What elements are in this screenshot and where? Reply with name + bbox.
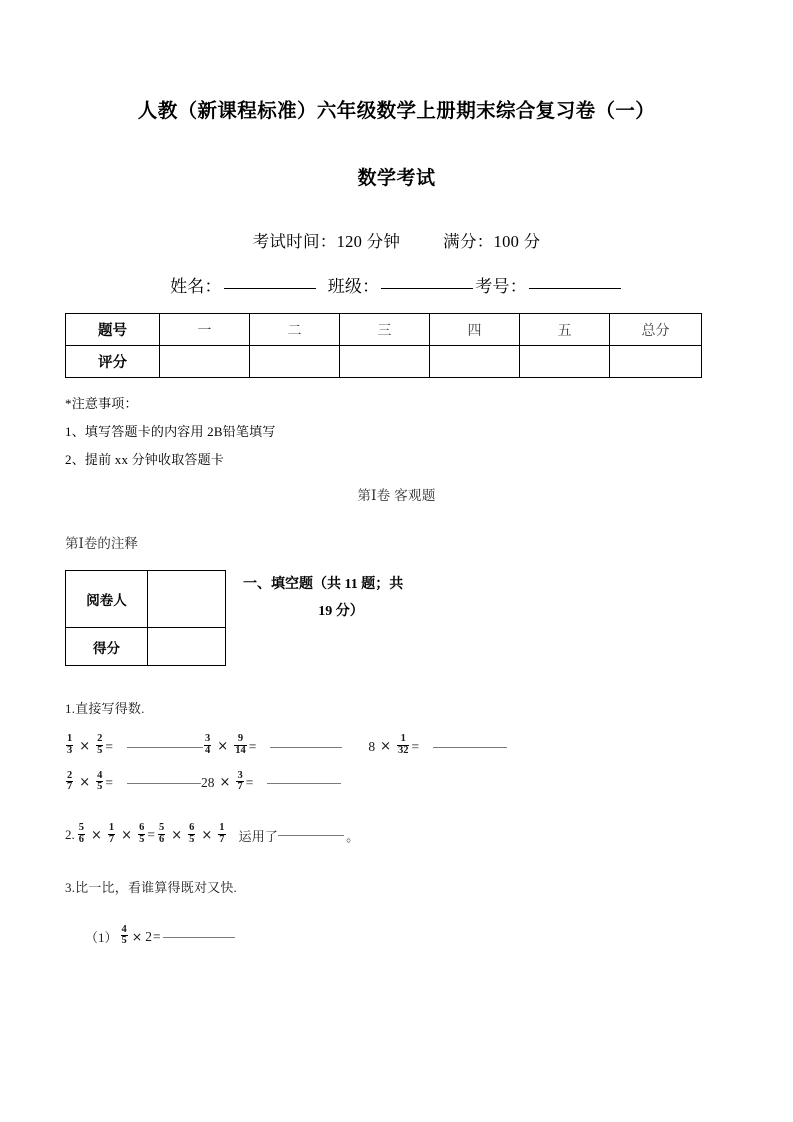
equals-sign: = — [411, 738, 420, 754]
score-table-row-label-1: 评分 — [66, 346, 160, 378]
multiply-icon: × — [91, 827, 102, 843]
score-table-row-label-0: 题号 — [66, 314, 160, 346]
exam-duration-label: 考试时间：120 分钟 — [252, 232, 401, 252]
question-2-period: 。 — [346, 828, 360, 844]
class-label: 班级： — [327, 277, 380, 297]
score-cell-0[interactable] — [160, 346, 250, 378]
exam-total-score-label: 满分：100 分 — [443, 232, 541, 252]
table-row — [66, 314, 702, 346]
question-1-text — [65, 698, 728, 717]
answer-blank-3[interactable] — [433, 746, 507, 748]
student-id-line — [65, 272, 728, 297]
multiply-icon: × — [217, 739, 229, 755]
answer-blank-2[interactable] — [270, 746, 342, 748]
question-3-sub-1 — [65, 923, 728, 948]
score-table-col-5: 总分 — [610, 314, 702, 346]
question-1-row-2 — [65, 769, 728, 794]
page-subtitle: 数学考试 — [357, 168, 436, 190]
fraction-1-3: $\frac{1}{3}$ — [67, 733, 73, 757]
fraction-3-7: $\frac{3}{7}$ — [237, 769, 243, 793]
reviewer-label: 阅卷人 — [66, 571, 148, 628]
table-row — [66, 628, 226, 666]
operand-28: 28 — [201, 774, 215, 790]
page-title: 人教（新课程标准）六年级数学上册期末综合复习卷（一） — [137, 101, 656, 122]
section-block — [65, 570, 728, 670]
multiply-icon: × — [79, 775, 91, 791]
equals-sign: = — [147, 827, 155, 843]
equals-sign: = — [248, 738, 257, 754]
multiply-icon: × — [171, 827, 183, 843]
answer-blank-5[interactable] — [267, 782, 341, 784]
equals-sign: = — [245, 774, 254, 790]
fraction-1-7: $\frac{1}{7}$ — [108, 822, 115, 845]
multiply-icon: × — [131, 929, 143, 945]
fraction-2-7: $\frac{2}{7}$ — [67, 769, 73, 793]
part-heading: 第Ⅰ卷 客观题 — [357, 488, 436, 504]
score-cell-4[interactable] — [520, 346, 610, 378]
fraction-1-7-b: $\frac{1}{7}$ — [219, 822, 225, 845]
fraction-4-5: $\frac{4}{5}$ — [97, 769, 103, 793]
multiply-icon: × — [79, 739, 91, 755]
operand-8: 8 — [368, 738, 376, 754]
name-blank[interactable] — [224, 287, 316, 289]
equals-sign: = — [153, 928, 161, 944]
score-table-col-2: 三 — [340, 314, 430, 346]
table-row — [66, 346, 702, 378]
exam-no-blank[interactable] — [529, 287, 621, 289]
score-cell-2[interactable] — [340, 346, 430, 378]
question-2-tail-text: 运用了 — [238, 828, 279, 844]
score-label: 得分 — [66, 628, 148, 666]
score-input-cell[interactable] — [148, 628, 226, 666]
score-table-col-4: 五 — [520, 314, 610, 346]
notes-heading: *注意事项： — [65, 396, 138, 412]
question-3-text — [65, 877, 728, 896]
score-table-col-3: 四 — [430, 314, 520, 346]
note-item-1: 1、填写答题卡的内容用 2B铅笔填写 — [65, 424, 276, 440]
score-table-col-1: 二 — [250, 314, 340, 346]
equals-sign: = — [105, 774, 114, 790]
fraction-9-14: $\frac{9}{14}$ — [235, 733, 246, 757]
fraction-2-5: $\frac{2}{5}$ — [97, 733, 103, 757]
fraction-6-5-b: $\frac{6}{5}$ — [189, 822, 195, 845]
questions-list — [65, 698, 728, 948]
exam-meta-line — [65, 228, 728, 252]
section-title — [243, 572, 473, 625]
sub-question-label: （1） — [85, 930, 118, 946]
name-label: 姓名： — [170, 277, 222, 297]
section-title-line2: 19 分） — [318, 603, 364, 619]
grader-box — [65, 570, 226, 666]
score-cell-3[interactable] — [430, 346, 520, 378]
exam-no-label: 考号： — [475, 277, 527, 297]
multiply-icon: × — [219, 775, 231, 791]
question-3-body: 比一比，看谁算得既对又快. — [75, 879, 238, 895]
multiply-icon: × — [201, 827, 213, 843]
question-1 — [65, 698, 728, 794]
notes-section — [65, 397, 728, 466]
table-row — [66, 571, 226, 628]
note-item-2: 2、提前 xx 分钟收取答题卡 — [65, 451, 225, 467]
score-table — [65, 313, 702, 378]
section-title-line1: 一、填空题（共 11 题；共 — [243, 577, 404, 593]
question-3-number: 3. — [65, 879, 76, 895]
fraction-1-32: $\frac{1}{32}$ — [397, 733, 409, 757]
operand-2: 2 — [145, 928, 152, 944]
question-2 — [65, 824, 728, 846]
score-table-col-0: 一 — [160, 314, 250, 346]
score-cell-1[interactable] — [250, 346, 340, 378]
multiply-icon: × — [121, 827, 133, 843]
fraction-3-4: $\frac{3}{4}$ — [205, 733, 211, 757]
class-blank[interactable] — [381, 287, 473, 289]
fraction-5-6: $\frac{5}{6}$ — [78, 822, 84, 845]
fraction-4-5-b: $\frac{4}{5}$ — [121, 923, 127, 947]
fraction-5-6-b: $\frac{5}{6}$ — [158, 822, 165, 845]
multiply-icon: × — [380, 739, 391, 755]
question-2-number: 2. — [65, 827, 75, 843]
score-cell-5[interactable] — [610, 346, 702, 378]
question-1-body: 直接写得数. — [75, 701, 145, 717]
answer-blank-4[interactable] — [127, 782, 201, 784]
question-1-row-1 — [65, 735, 728, 757]
question-3 — [65, 877, 728, 948]
answer-blank-6[interactable] — [278, 834, 344, 836]
answer-blank-7[interactable] — [163, 936, 235, 938]
part-note: 第Ⅰ卷的注释 — [65, 536, 138, 552]
equals-sign: = — [105, 738, 114, 754]
answer-blank-1[interactable] — [127, 746, 203, 748]
reviewer-input-cell[interactable] — [148, 571, 226, 628]
fraction-6-5: $\frac{6}{5}$ — [139, 822, 145, 845]
question-1-number: 1. — [65, 701, 76, 717]
